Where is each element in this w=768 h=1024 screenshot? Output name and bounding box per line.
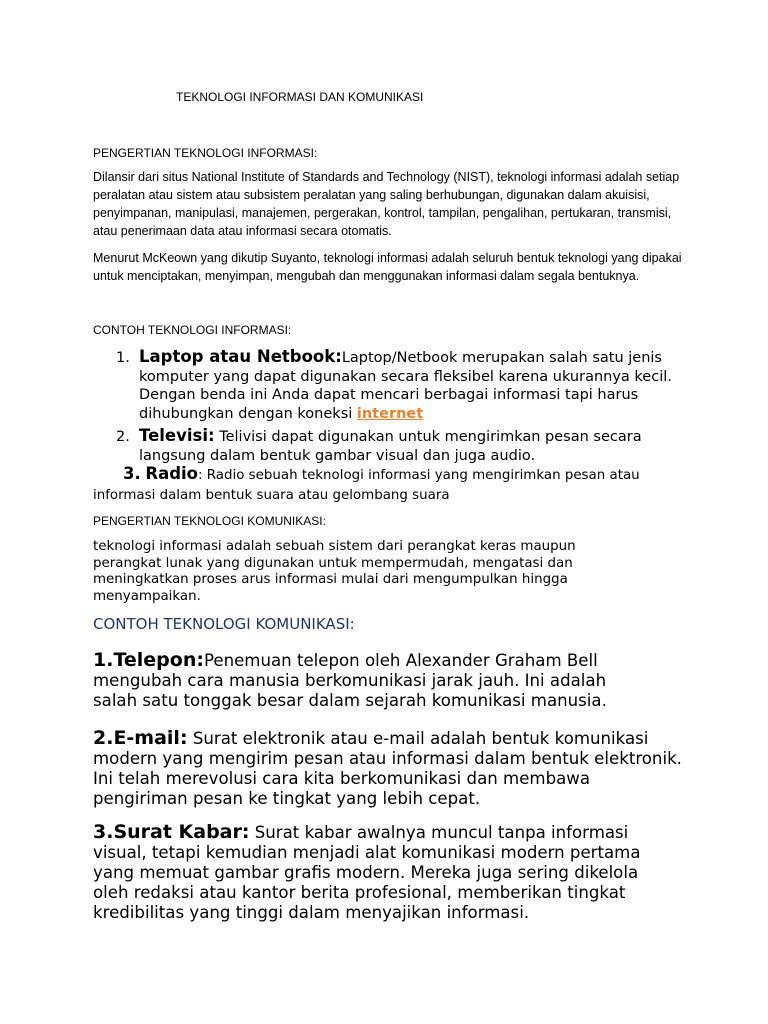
section-heading-pengertian-tk: PENGERTIAN TEKNOLOGI KOMUNIKASI: xyxy=(93,514,326,528)
section-heading-contoh-tk: CONTOH TEKNOLOGI KOMUNIKASI: xyxy=(93,615,355,633)
comm-item-text: Surat kabar awalnya muncul tanpa informasi visual, tetapi kemudian menjadi alat komunikasi modern pertama yang memuat gambar grafis modern. Mereka juga sering dikelola oleh redaksi atau kantor berita profesional, memberikan tingkat kredibilitas yang tinggi dalam menyajikan informasi. xyxy=(93,823,641,922)
section-heading-contoh-ti: CONTOH TEKNOLOGI INFORMASI: xyxy=(93,323,292,337)
comm-item-text: Surat elektronik atau e-mail adalah bentuk komunikasi modern yang mengirim pesan atau informasi dalam bentuk elektronik. Ini telah merevolusi cara kita berkomunikasi dan membawa pengiriman pesan ke tingkat yang lebih cepat. xyxy=(93,729,682,808)
comm-item-surat-kabar xyxy=(93,822,668,923)
list-item-term: Radio xyxy=(145,464,199,483)
list-item-number: 3. xyxy=(123,464,141,483)
list-item-term: Televisi: xyxy=(139,426,215,445)
list-item-laptop xyxy=(139,348,679,423)
list-item-televisi xyxy=(139,427,659,465)
list-item-term: Laptop atau Netbook: xyxy=(139,347,342,366)
comm-item-telepon xyxy=(93,650,653,711)
paragraph-nist-definition: Dilansir dari situs National Institute of Standards and Technology (NIST), teknologi informasi adalah setiap peralatan atau sistem atau subsistem peralatan yang saling berhubungan, digunakan dalam akuisisi, penyimpanan, manipulasi, manajemen, pergerakan, kontrol, tampilan, pengalihan, pertukaran, transmisi, atau penerimaan data atau informasi secara otomatis. xyxy=(93,170,680,238)
list-item-text: : Radio sebuah teknologi informasi yang mengirimkan pesan atau informasi dalam bentuk suara atau gelombang suara xyxy=(93,468,640,503)
paragraph-tk-definition: teknologi informasi adalah sebuah sistem dari perangkat keras maupun perangkat lunak yang digunakan untuk mempermudah, mengatasi dan meningkatkan proses arus informasi mulai dari mengumpulkan hingga menyampaikan. xyxy=(93,539,576,604)
paragraph-mckeown-definition: Menurut McKeown yang dikutip Suyanto, teknologi informasi adalah seluruh bentuk teknologi yang dipakai untuk menciptakan, menyimpan, mengubah dan menggunakan informasi dalam segala bentuknya. xyxy=(93,251,682,283)
list-item-radio xyxy=(93,465,683,505)
internet-link[interactable]: internet xyxy=(356,405,424,422)
document-title: TEKNOLOGI INFORMASI DAN KOMUNIKASI xyxy=(176,90,424,104)
list-number: 1. xyxy=(116,350,130,366)
section-heading-pengertian-ti: PENGERTIAN TEKNOLOGI INFORMASI: xyxy=(93,146,318,160)
comm-item-term: 1.Telepon: xyxy=(93,649,204,671)
list-number: 2. xyxy=(116,429,130,445)
list-item-text: Telivisi dapat digunakan untuk mengirimkan pesan secara langsung dalam bentuk gambar visual dan juga audio. xyxy=(139,429,642,464)
comm-item-term: 3.Surat Kabar: xyxy=(93,821,250,843)
comm-item-text: Penemuan telepon oleh Alexander Graham Bell mengubah cara manusia berkomunikasi jarak jauh. Ini adalah salah satu tonggak besar dalam sejarah komunikasi manusia. xyxy=(93,651,607,710)
comm-item-term: 2.E-mail: xyxy=(93,727,188,749)
comm-item-email xyxy=(93,728,683,809)
list-item-text: Laptop/Netbook merupakan salah satu jenis komputer yang dapat digunakan secara fleksibel karena ukurannya kecil. Dengan benda ini Anda dapat mencari berbagai informasi tapi harus dihubungkan dengan koneksi xyxy=(139,350,672,422)
